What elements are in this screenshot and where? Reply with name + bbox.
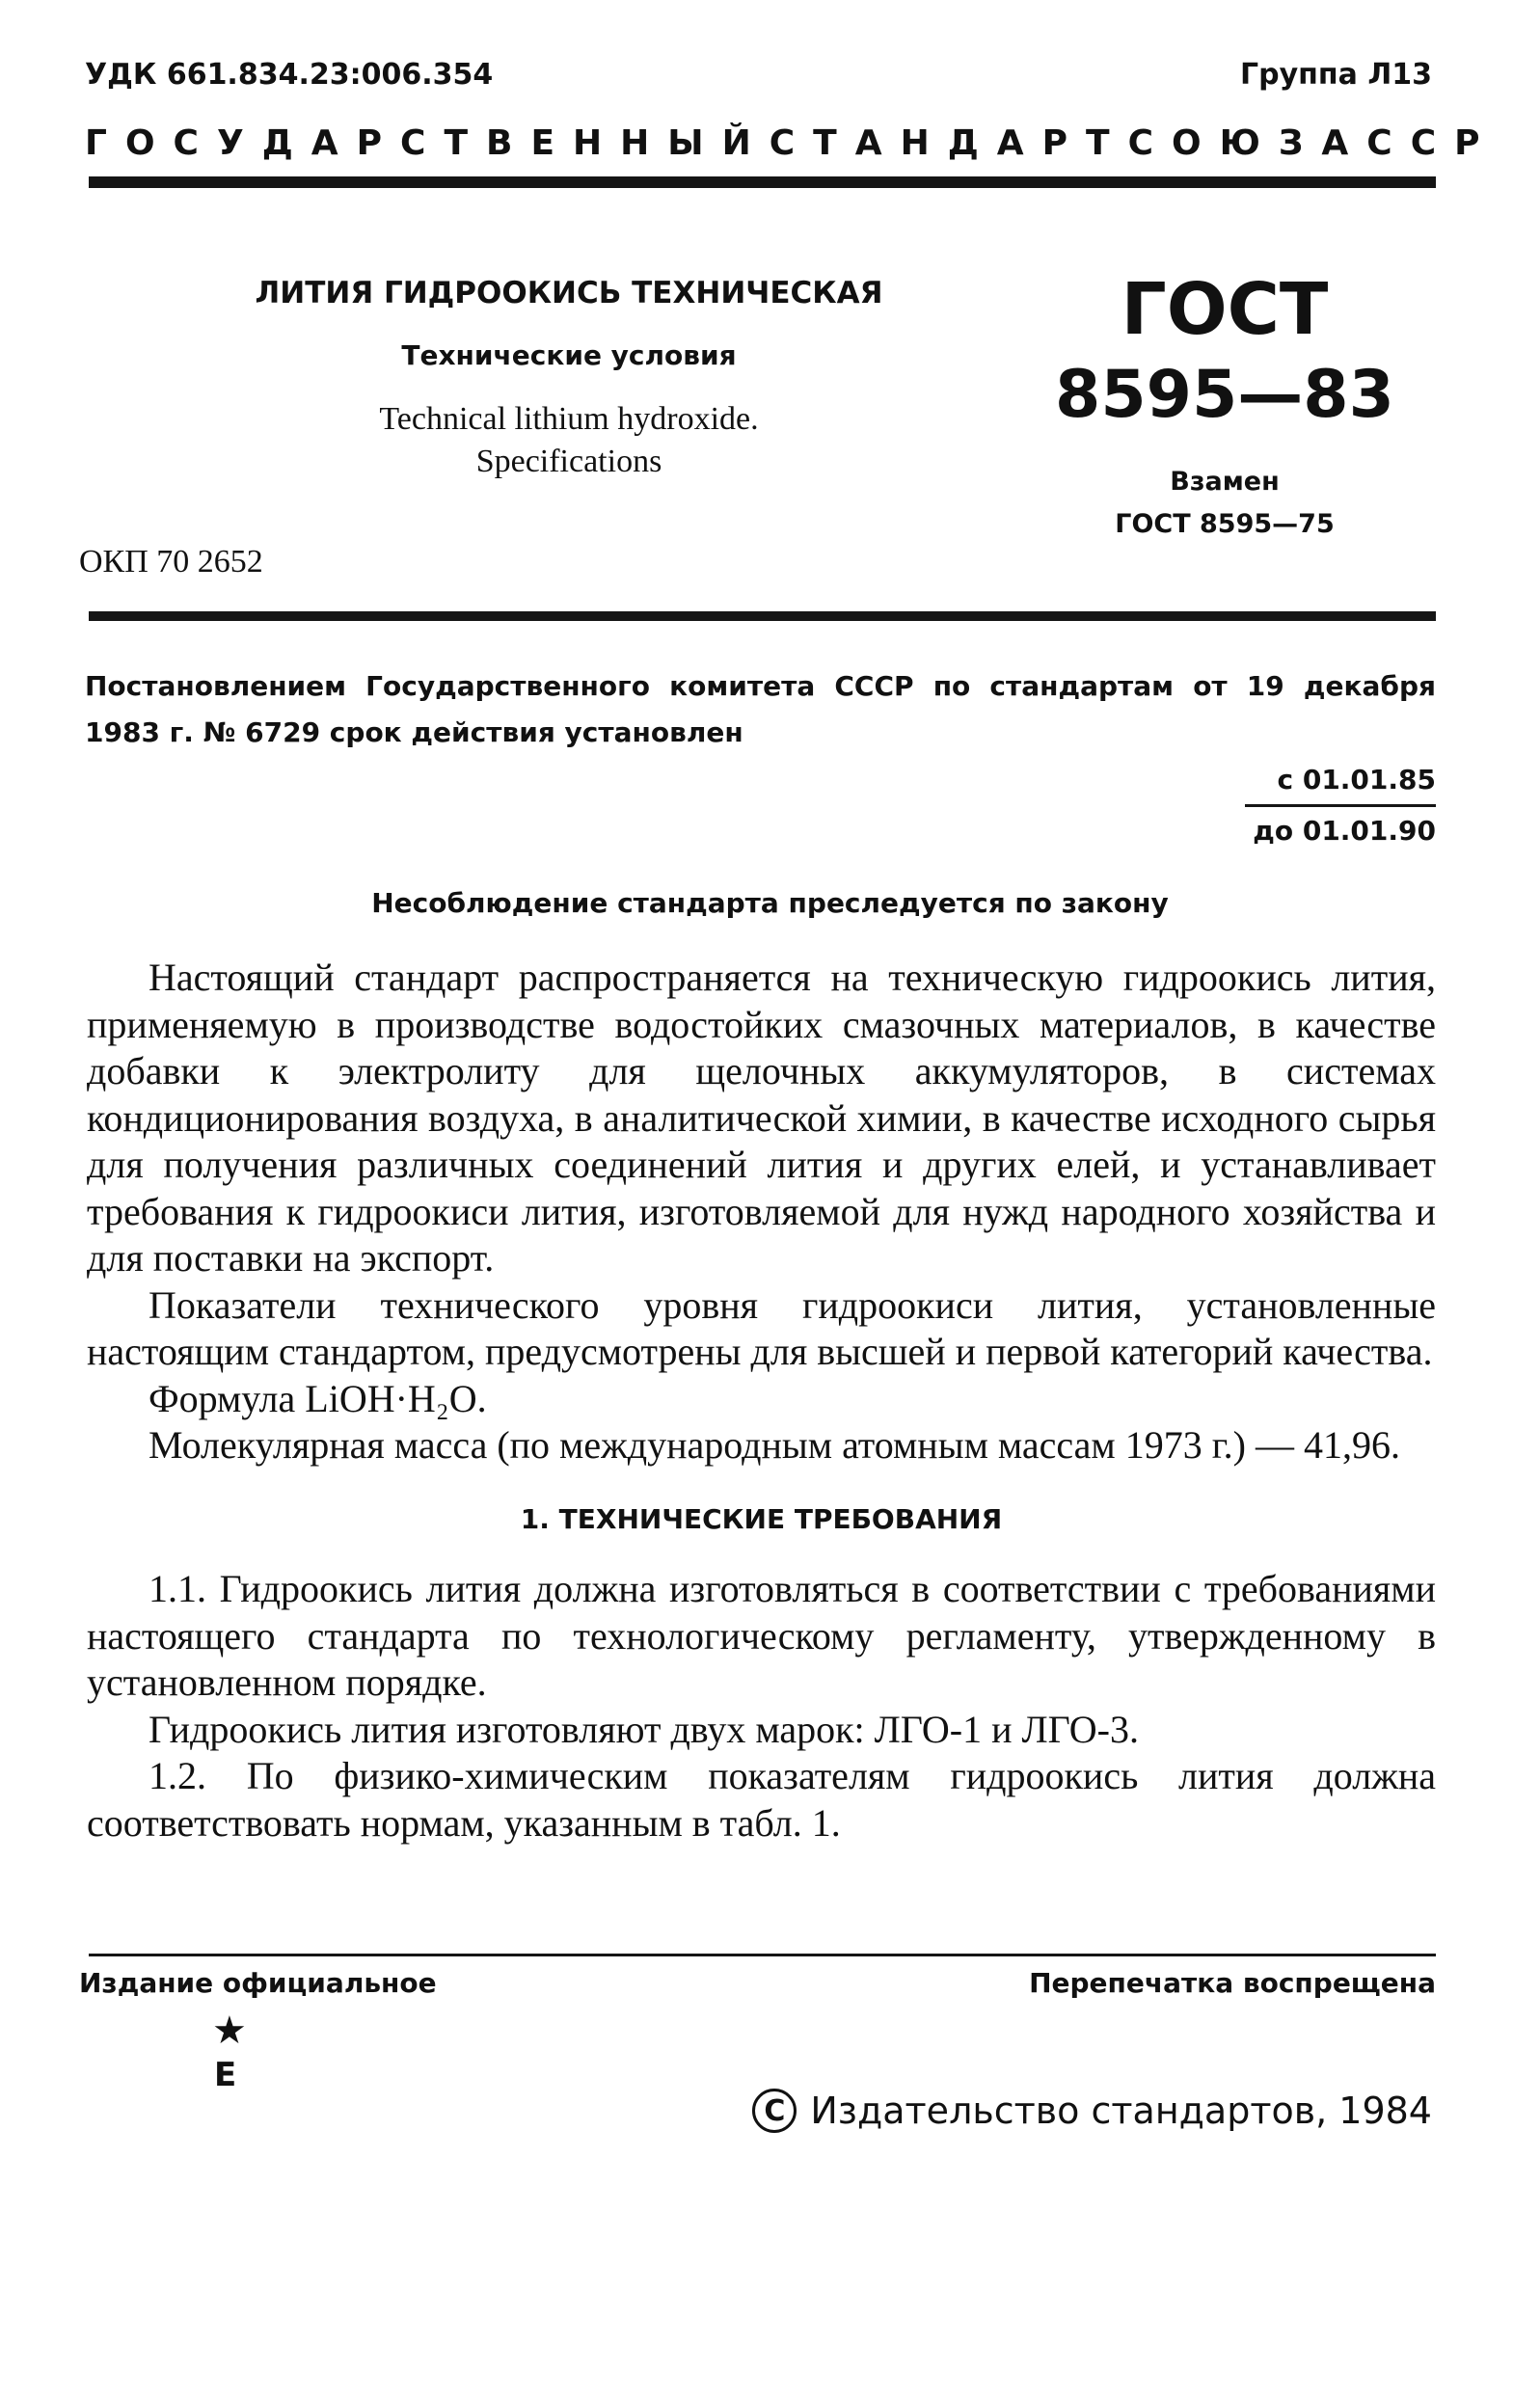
document-title-en — [222, 398, 916, 483]
state-standard-word-2: СТАНДАРТ — [769, 123, 1128, 163]
publisher-text: Издательство стандартов, 1984 — [810, 2090, 1432, 2132]
resolution-text: Постановлением Государственного комитета СССР по стандартам от 19 декабря 1983 г. № 6729 срок действия установлен — [85, 670, 1436, 748]
state-standard-word-3: СОЮЗА — [1127, 123, 1367, 163]
header-rule — [89, 176, 1436, 188]
document-subtitle-ru: Технические условия — [401, 339, 737, 371]
section-title-technical-requirements: 1. ТЕХНИЧЕСКИЕ ТРЕБОВАНИЯ — [520, 1502, 1003, 1535]
replaces-label: Взамен — [1170, 467, 1280, 497]
paragraph-1-2: 1.2. По физико-химическим показателям гидроокись лития должна соответствовать нормам, указанным в табл. 1. — [87, 1754, 1436, 1845]
paragraph-1-1: 1.1. Гидроокись лития должна изготовляться в соответствии с требованиями настоящего стандарта по технологическому регламенту, утвержденному в установленном порядке. — [87, 1567, 1436, 1704]
state-standard-word-1: ГОСУДАРСТВЕННЫЙ — [85, 123, 770, 163]
document-title-ru: ЛИТИЯ ГИДРООКИСЬ ТЕХНИЧЕСКАЯ — [255, 276, 883, 310]
okp-code: ОКП 70 2652 — [79, 544, 263, 580]
replaces-value: ГОСТ 8595—75 — [1115, 509, 1335, 539]
state-standard-word-4: ССР — [1366, 123, 1499, 163]
star-icon: ★ — [212, 2009, 247, 2052]
publisher-line — [752, 2089, 1432, 2133]
udk-code: УДК 661.834.23:006.354 — [85, 58, 494, 92]
paragraph-scope: Настоящий стандарт распространяется на техническую гидроокись лития, применяемую в производстве водостойких смазочных материалов, в качестве добавки к электролиту для щелочных аккумуляторов, в системах кондиционирования воздуха, в аналитической химии, в качестве исходного сырья для получения различных соединений лития и других елей, и устанавливает требования к гидроокиси лития, изготовляемой для нужд народного хозяйства и для поставки на экспорт. — [87, 956, 1436, 1280]
document-body — [87, 955, 1436, 1847]
paragraph-quality-levels: Показатели технического уровня гидроокиси лития, установленные настоящим стандартом, предусмотрены для высшей и первой категорий качества. — [87, 1282, 1436, 1373]
valid-to: до 01.01.90 — [1245, 804, 1436, 855]
validity-dates — [1245, 756, 1436, 855]
gost-label: ГОСТ — [1121, 268, 1329, 351]
e-mark: Е — [214, 2056, 237, 2094]
no-reprint-label: Перепечатка воспрещена — [1029, 1967, 1436, 1999]
gost-number: 8595—83 — [1055, 357, 1394, 433]
group-code: Группа Л13 — [1240, 58, 1432, 92]
legal-warning: Несоблюдение стандарта преследуется по закону — [371, 887, 1169, 919]
copyright-icon: C — [752, 2089, 797, 2133]
paragraph-formula: Формула LiOH·H₂O. — [149, 1376, 487, 1420]
title-en-line-2: Specifications — [475, 444, 662, 479]
title-en-line-1: Technical lithium hydroxide. — [379, 401, 759, 437]
paragraph-molecular-mass: Молекулярная масса (по международным атомным массам 1973 г.) — 41,96. — [149, 1423, 1400, 1467]
paragraph-grades: Гидроокись лития изготовляют двух марок: ЛГО-1 и ЛГО-3. — [149, 1707, 1139, 1751]
valid-from: с 01.01.85 — [1277, 764, 1436, 796]
official-edition-label: Издание официальное — [79, 1967, 437, 1999]
title-block-rule — [89, 611, 1436, 621]
state-standard-banner — [85, 123, 1499, 163]
footer-rule — [89, 1954, 1436, 1956]
